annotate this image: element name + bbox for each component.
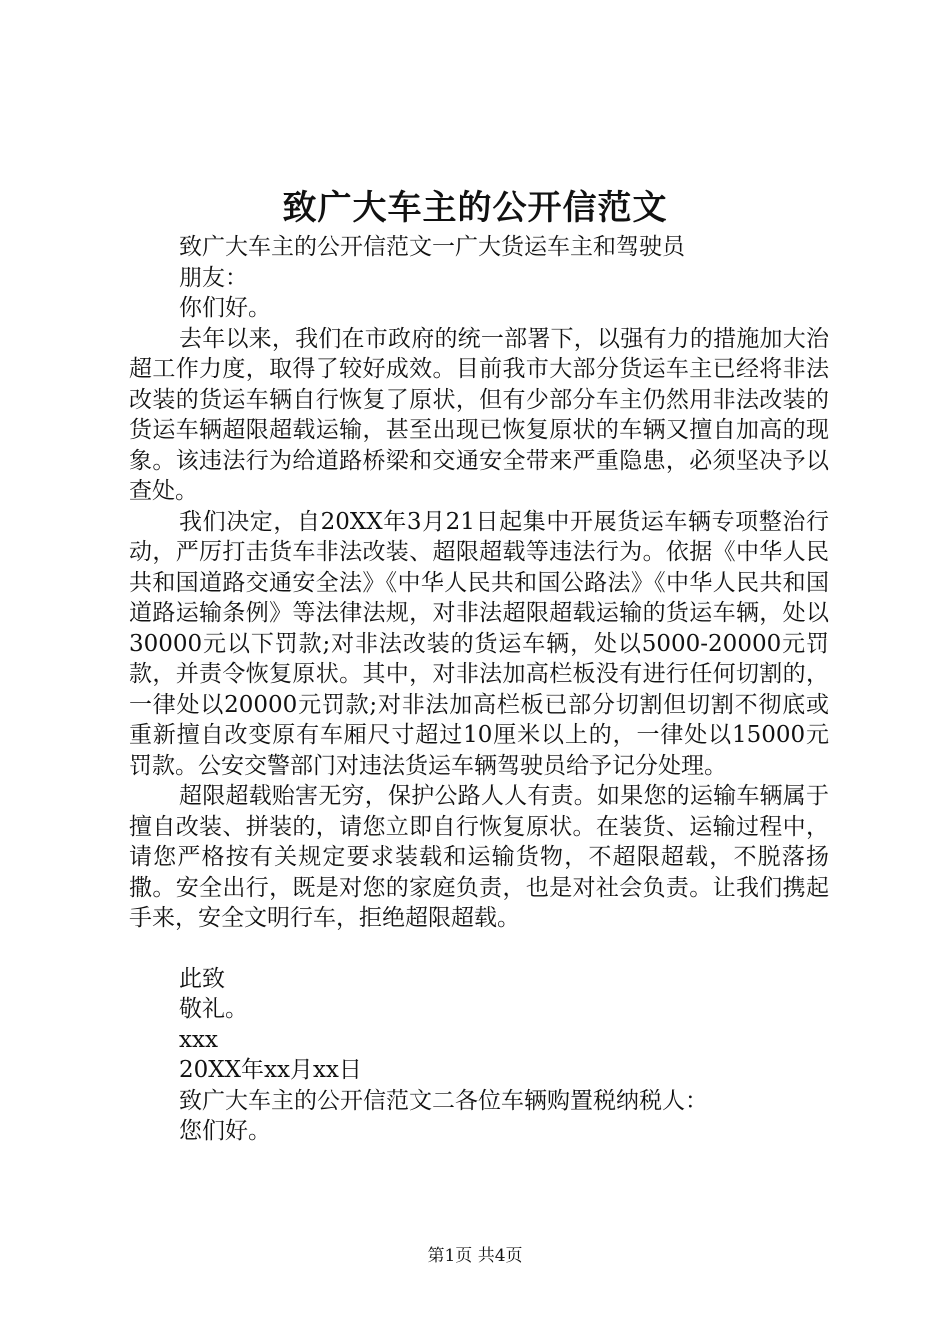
paragraph-1: 去年以来，我们在市政府的统一部署下，以强有力的措施加大治超工作力度，取得了较好成效。目前我市大部分货运车主已经将非法改装的货运车辆自行恢复了原状，但有少部分车主仍然用非法改装的货运车辆超限超载运输，甚至出现已恢复原状的车辆又擅自加高的现象。该违法行为给道路桥梁和交通安全带来严重隐患，必须坚决予以查处。: [129, 325, 829, 504]
page-footer: 第1页 共4页: [427, 1246, 523, 1266]
date: 20XX年xx月xx日: [179, 1057, 362, 1083]
paragraph-2: 我们决定，自20XX年3月21日起集中开展货运车辆专项整治行动，严厉打击货车非法改装、超限超载等违法行为。依据《中华人民共和国道路交通安全法》《中华人民共和国公路法》《中华人民共和国道路运输条例》等法律法规，对非法超限超载运输的货运车辆，处以30000元以下罚款;对非法改装的货运车辆，处以5000-20000元罚款，并责令恢复原状。其中，对非法加高栏板没有进行任何切割的，一律处以20000元罚款;对非法加高栏板已部分切割但切割不彻底或重新擅自改变原有车厢尺寸超过10厘米以上的，一律处以15000元罚款。公安交警部门对违法货运车辆驾驶员给予记分处理。: [129, 508, 829, 779]
signature: xxx: [179, 1026, 218, 1053]
closing-salute: 此致: [179, 965, 225, 992]
document-title: 致广大车主的公开信范文: [282, 188, 668, 228]
intro-addressee: 朋友：: [179, 264, 248, 291]
greeting: 你们好。: [179, 295, 271, 321]
closing-regards: 敬礼。: [179, 996, 248, 1022]
second-letter-greeting: 您们好。: [179, 1118, 271, 1144]
second-letter-heading: 致广大车主的公开信范文二各位车辆购置税纳税人：: [179, 1087, 708, 1114]
letter-body: [129, 232, 829, 1147]
paragraph-3: 超限超载贻害无穷，保护公路人人有责。如果您的运输车辆属于擅自改装、拼装的，请您立即自行恢复原状。在装货、运输过程中，请您严格按有关规定要求装载和运输货物，不超限超载，不脱落扬撒。安全出行，既是对您的家庭负责，也是对社会负责。让我们携起手来，安全文明行车，拒绝超限超载。: [129, 783, 829, 931]
intro-line: 致广大车主的公开信范文一广大货运车主和驾驶员: [179, 234, 685, 260]
